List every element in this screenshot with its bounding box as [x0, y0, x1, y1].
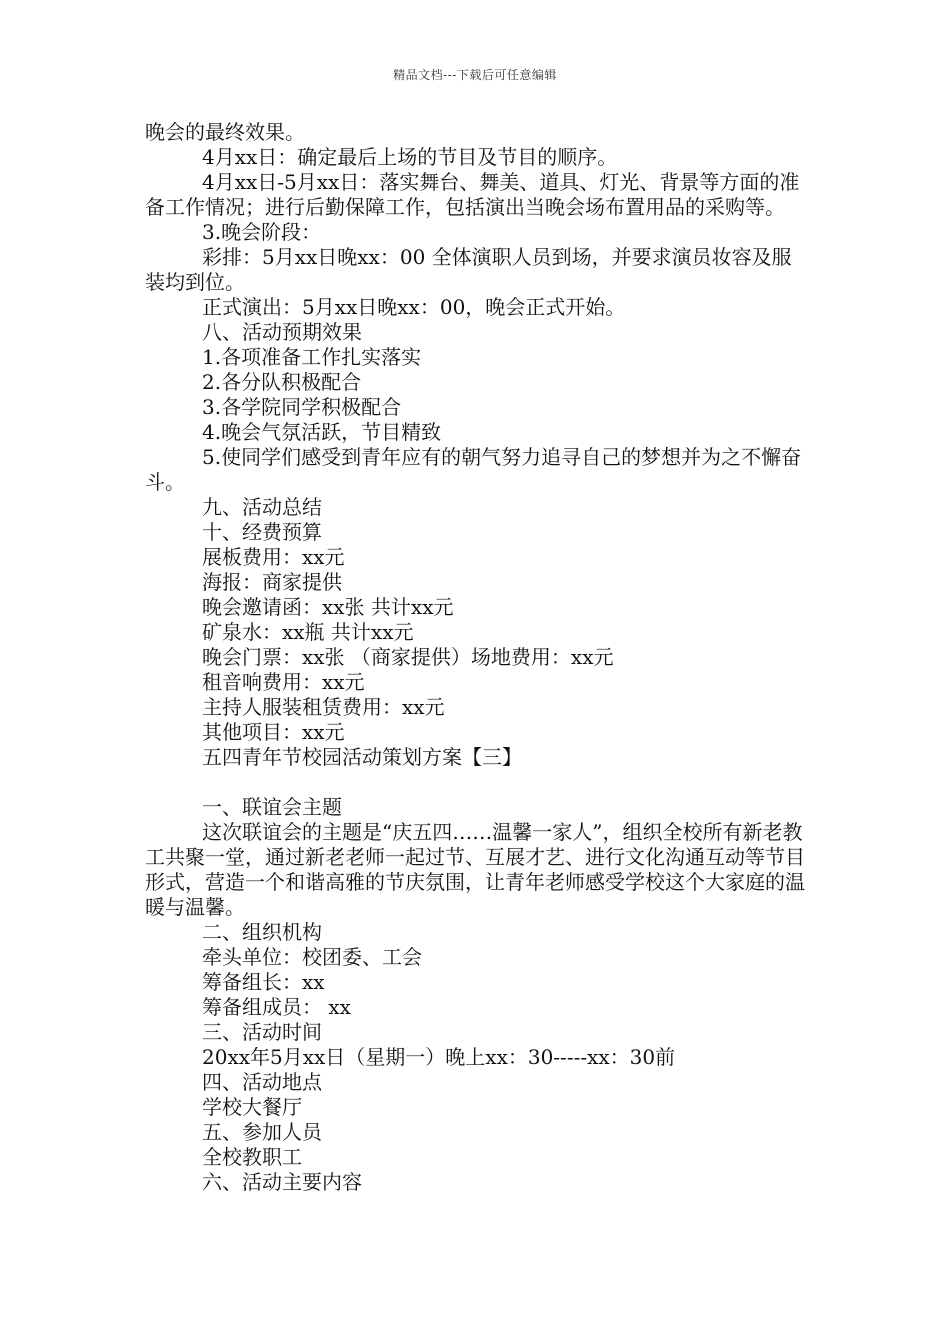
document-paragraph: 20xx年5月xx日（星期一）晚上xx：30-----xx：30前	[202, 1045, 676, 1069]
document-paragraph: 3.各学院同学积极配合	[202, 395, 402, 419]
document-paragraph: 4月xx日-5月xx日：落实舞台、舞美、道具、灯光、背景等方面的准备工作情况；进行后勤保障工作，包括演出当晚会场布置用品的采购等。	[145, 170, 800, 219]
document-paragraph: 一、联谊会主题	[202, 795, 342, 819]
document-paragraph: 筹备组长：xx	[202, 970, 325, 994]
document-paragraph: 六、活动主要内容	[202, 1170, 362, 1194]
document-paragraph: 九、活动总结	[202, 495, 322, 519]
document-paragraph: 晚会的最终效果。	[145, 120, 305, 144]
document-paragraph: 二、组织机构	[202, 920, 322, 944]
document-paragraph: 5.使同学们感受到青年应有的朝气努力追寻自己的梦想并为之不懈奋斗。	[145, 445, 802, 494]
document-paragraph: 十、经费预算	[202, 520, 322, 544]
document-paragraph: 学校大餐厅	[202, 1095, 302, 1119]
document-paragraph: 晚会门票：xx张 （商家提供）场地费用：xx元	[202, 645, 614, 669]
document-paragraph: 三、活动时间	[202, 1020, 322, 1044]
page-header: 精品文档---下载后可任意编辑	[393, 68, 557, 82]
document-paragraph: 筹备组成员： xx	[202, 995, 351, 1019]
document-body	[145, 120, 810, 1195]
document-paragraph: 全校教职工	[202, 1145, 302, 1169]
document-paragraph: 五、参加人员	[202, 1120, 322, 1144]
document-paragraph: 4月xx日：确定最后上场的节目及节目的顺序。	[202, 145, 618, 169]
document-paragraph: 1.各项准备工作扎实落实	[202, 345, 422, 369]
document-paragraph: 主持人服装租赁费用：xx元	[202, 695, 445, 719]
document-paragraph: 牵头单位：校团委、工会	[202, 945, 422, 969]
document-paragraph: 正式演出：5月xx日晚xx：00，晚会正式开始。	[202, 295, 626, 319]
document-paragraph: 晚会邀请函：xx张 共计xx元	[202, 595, 454, 619]
document-paragraph: 租音响费用：xx元	[202, 670, 365, 694]
document-paragraph: 彩排：5月xx日晚xx：00 全体演职人员到场，并要求演员妆容及服装均到位。	[145, 245, 792, 294]
document-paragraph: 四、活动地点	[202, 1070, 322, 1094]
document-paragraph: 五四青年节校园活动策划方案【三】	[202, 745, 522, 769]
document-paragraph: 2.各分队积极配合	[202, 370, 362, 394]
document-paragraph: 矿泉水：xx瓶 共计xx元	[202, 620, 414, 644]
document-paragraph: 其他项目：xx元	[202, 720, 345, 744]
document-paragraph: 海报：商家提供	[202, 570, 342, 594]
document-paragraph: 这次联谊会的主题是“庆五四……温馨一家人”，组织全校所有新老教工共聚一堂，通过新老老师一起过节、互展才艺、进行文化沟通互动等节目形式，营造一个和谐高雅的节庆氛围，让青年老师感受学校这个大家庭的温暖与温馨。	[145, 820, 805, 919]
document-paragraph: 展板费用：xx元	[202, 545, 345, 569]
document-paragraph: 3.晚会阶段：	[202, 220, 322, 244]
blank-line	[145, 770, 810, 795]
document-paragraph: 八、活动预期效果	[202, 320, 362, 344]
document-paragraph: 4.晚会气氛活跃，节目精致	[202, 420, 442, 444]
